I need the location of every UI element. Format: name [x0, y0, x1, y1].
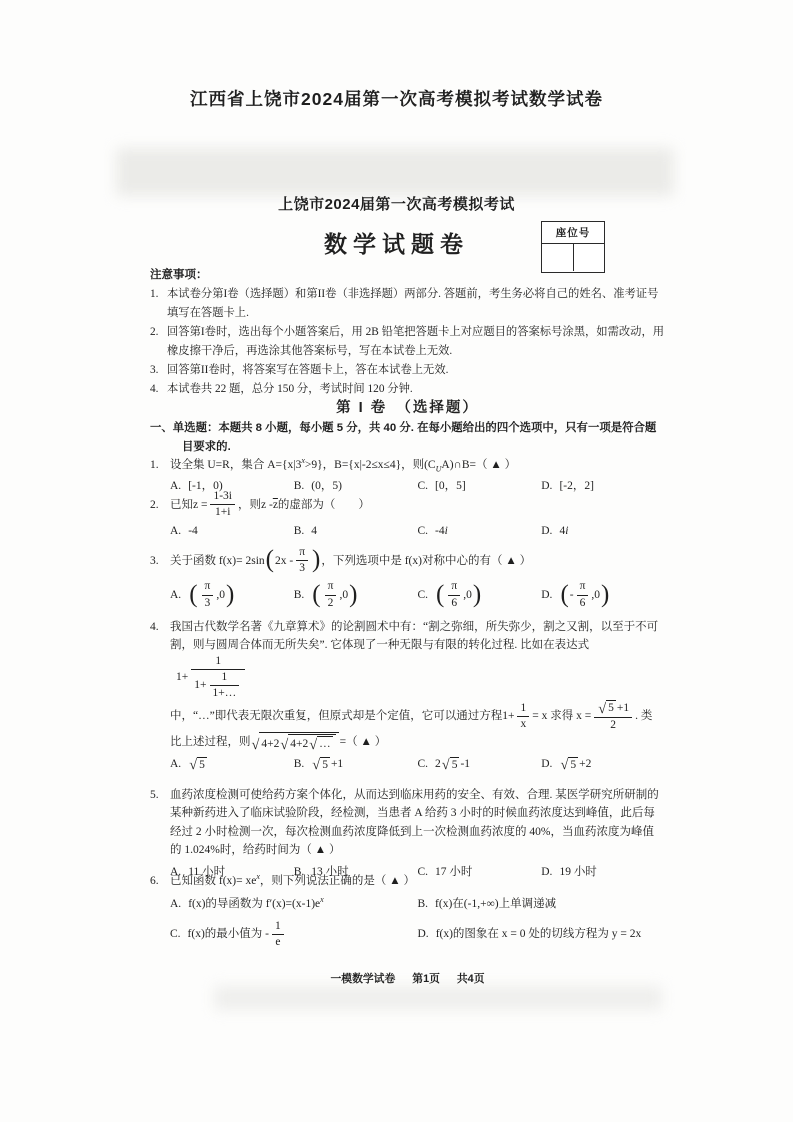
sqrt-radical [598, 700, 616, 716]
fraction-numerator: π [325, 580, 337, 595]
right-paren: ) [472, 580, 482, 608]
notice-item-text: 本试卷分第I卷（选择题）和第II卷（非选择题）两部分. 答题前，考生务必将自己的姓名、准考证号填写在答题卡上. [167, 288, 659, 320]
question-number: 2. [150, 498, 159, 511]
question-4-line-4 [150, 732, 665, 752]
option-text: [-1，0) [188, 480, 223, 493]
option-D [541, 580, 665, 609]
question-4-line-1 [150, 618, 665, 636]
notice-heading: 注意事项： [150, 269, 208, 281]
option-text: 11 小时 [188, 865, 226, 878]
part-1-heading [150, 419, 665, 457]
option-text: 17 小时 [435, 865, 473, 878]
option-label: C. [417, 588, 429, 601]
left-paren: ( [312, 580, 321, 608]
radical-symbol: √ [189, 756, 198, 773]
notice-item [150, 323, 665, 361]
fraction-numerator: π [448, 580, 460, 595]
option-A [170, 522, 294, 540]
option-text: 4 [559, 525, 566, 538]
notice-item-text: 回答第I卷时，选出每个小题答案后，用 2B 铅笔把答题卡上对应题目的答案标号涂黑，如需改动，用橡皮擦干净后，再选涂其他答案标号，写在本试卷上无效. [167, 326, 665, 358]
fraction [210, 671, 240, 700]
option-label: B. [293, 480, 305, 493]
stem-part: 割，则与圆周合体而无所失矣”. 它体现了一种无限与有限的转化过程. 比如在表达式 [170, 639, 590, 652]
right-paren: ) [349, 580, 358, 608]
radicand [288, 734, 335, 752]
option-D [541, 755, 665, 773]
left-paren: ( [189, 580, 198, 608]
option-text: [-2，2] [559, 480, 594, 493]
stem-part: 关于函数 f(x)= 2sin [170, 554, 265, 567]
fraction [448, 580, 460, 609]
z-conjugate: $\overline{z}$ [272, 498, 278, 511]
option-part: f(x)的最小值为 - [187, 928, 269, 941]
option-text [188, 895, 324, 913]
fraction-denominator: 1+i [215, 506, 231, 519]
radicand: 5 [608, 702, 614, 715]
fraction-numerator: 1 [272, 920, 284, 935]
option-A [170, 755, 294, 773]
question-4 [150, 618, 665, 774]
exponent: x [256, 872, 260, 882]
option-A [170, 580, 294, 609]
fraction [296, 546, 308, 575]
option-B [418, 895, 666, 913]
option-text: -1 [460, 758, 471, 771]
option-text: ,0 [591, 588, 601, 601]
option-label: B. [293, 758, 305, 771]
sqrt-radical [252, 732, 339, 752]
option-pre: 2 [435, 758, 441, 771]
radical-symbol: √ [251, 736, 260, 753]
option-label: A. [170, 525, 182, 538]
option-text: 4 [311, 525, 318, 538]
option-label: C. [417, 865, 429, 878]
notice-item-number: 4. [150, 383, 159, 396]
fraction-numerator: π [296, 546, 308, 561]
option-label: C. [417, 480, 429, 493]
notice-item [150, 285, 665, 323]
cf-lead: 1+ [176, 671, 189, 684]
fraction [517, 702, 529, 731]
question-4-line-2 [150, 636, 665, 700]
stem-part: 比上述过程，则 [170, 736, 251, 749]
notice-item-text: 回答第II卷时，将答案写在答题卡上，答在本试卷上无效. [167, 364, 449, 377]
fraction-denominator: 2 [610, 719, 616, 732]
option-D [418, 920, 666, 949]
option-text: +2 [579, 758, 592, 771]
fraction-numerator: 1 [210, 671, 240, 686]
paper-title: 数学试题卷 [324, 232, 469, 257]
seat-number-label: 座位号 [542, 222, 604, 244]
fraction [325, 580, 337, 609]
option-italic: i [565, 525, 569, 538]
option-italic: i [444, 525, 448, 538]
option-label: A. [170, 588, 182, 601]
stem-part: 2x - [274, 554, 294, 567]
option-label: D. [541, 588, 553, 601]
fraction-denominator: 3 [204, 596, 211, 609]
left-paren: ( [436, 580, 445, 608]
radical-symbol: √ [309, 736, 318, 753]
option-label: D. [541, 758, 553, 771]
question-4-line-3 [150, 700, 665, 732]
question-6-options-row-2 [150, 920, 665, 949]
stem-part: ，下列选项中是 f(x)对称中心的有（ ▲ ） [321, 554, 532, 567]
sqrt-radical [312, 757, 330, 773]
question-1-stem [150, 456, 665, 474]
question-number: 6. [150, 875, 159, 887]
notice-item [150, 361, 665, 380]
option-text: +1 [330, 758, 344, 771]
option-label: C. [417, 525, 429, 538]
radical-symbol: √ [280, 736, 289, 753]
continued-fraction [176, 655, 248, 701]
footer-doc-name: 一模数学试卷 [330, 973, 396, 985]
stem-part: 中，“…”即代表无限次重复，但原式却是个定值，它可以通过方程1+ [170, 710, 515, 723]
exponent: x [301, 456, 305, 466]
option-label: C. [417, 758, 429, 771]
radicand: 5 [570, 758, 577, 771]
page-footer [150, 971, 665, 986]
option-C [170, 920, 418, 949]
notice-item-number: 2. [150, 326, 159, 339]
radicand-part: 4+2 [290, 738, 309, 751]
stem-part: 已知z = [170, 498, 208, 511]
option-label: B. [293, 865, 305, 878]
stem-part: . 类 [635, 710, 653, 723]
option-label: D. [541, 865, 553, 878]
sqrt-radical [280, 734, 335, 752]
fraction-denominator: x [520, 717, 527, 730]
stem-part: ，则下列说法正确的是（ ▲ ） [259, 875, 416, 887]
exam-subtitle: 上饶市2024届第一次高考模拟考试 [278, 196, 515, 213]
question-5-stem [150, 786, 665, 860]
option-text: ,0 [216, 588, 225, 601]
left-paren: ( [560, 580, 569, 608]
radical-symbol: √ [441, 756, 450, 773]
option-sign: - [569, 588, 574, 601]
option-part: f(x)的导函数为 f′(x)=(x-1)e [188, 898, 321, 911]
option-text: -4 [435, 525, 445, 538]
option-text: ,0 [339, 588, 349, 601]
fraction [272, 920, 284, 949]
footer-page-number: 第1页 [412, 973, 440, 985]
fraction-numerator [594, 700, 632, 718]
radical-symbol: √ [312, 756, 321, 773]
option-C [418, 755, 542, 773]
question-number: 5. [150, 789, 159, 801]
fraction [191, 655, 245, 701]
fraction-denominator: e [275, 936, 281, 948]
option-text: 13 小时 [311, 865, 349, 878]
footer-page-total: 共4页 [456, 973, 485, 985]
sqrt-radical [442, 757, 460, 773]
notice-item-text: 本试卷共 22 题，总分 150 分，考试时间 120 分钟. [167, 383, 413, 396]
radical-symbol: √ [560, 756, 569, 773]
option-label: A. [170, 898, 182, 911]
question-3 [150, 546, 665, 610]
option-C [418, 522, 542, 540]
fraction [577, 580, 589, 609]
fraction [210, 490, 235, 519]
stem-text [170, 872, 415, 890]
sqrt-radical [189, 757, 207, 773]
radical-symbol: √ [598, 700, 607, 717]
question-number: 4. [150, 621, 159, 633]
question-2-stem [150, 490, 665, 519]
question-6-options-row-1 [150, 895, 665, 913]
fraction-denominator: 3 [299, 562, 305, 575]
fraction-denominator: 6 [451, 596, 458, 609]
fraction-numerator: π [577, 580, 589, 595]
right-paren: ) [225, 580, 235, 608]
option-label: D. [541, 480, 553, 493]
fraction-denominator: 2 [327, 596, 334, 609]
option-text: [0，5] [435, 480, 466, 493]
stem-part: =（ ▲ ） [339, 736, 387, 749]
fraction-numerator: 1 [191, 655, 245, 670]
option-label: D. [417, 928, 429, 941]
option-text: -4 [188, 525, 198, 538]
fraction-denominator [191, 670, 245, 700]
radicand: … [319, 738, 331, 751]
radicand: 5 [199, 758, 205, 771]
fraction-numerator: π [202, 580, 214, 595]
document-title: 江西省上饶市2024届第一次高考模拟考试数学试卷 [190, 89, 603, 109]
option-label: B. [417, 898, 429, 911]
right-paren: ) [312, 546, 321, 574]
notice-item-number: 3. [150, 364, 159, 377]
stem-part: ，则z - [238, 498, 273, 511]
option-label: A. [170, 758, 182, 771]
question-2 [150, 490, 665, 541]
stem-part: 我国古代数学名著《九章算术》的论割圆术中有：“割之弥细，所失弥少，割之又割，以至于不可 [170, 621, 659, 633]
option-C [418, 580, 542, 609]
section-1-heading: 第 I 卷 （选择题） [336, 400, 479, 416]
option-A [170, 895, 418, 913]
option-label: B. [293, 525, 305, 538]
radicand-part: 4+2 [261, 738, 280, 751]
fraction-numerator: 1 [517, 702, 529, 717]
question-2-options [150, 522, 665, 540]
exponent: x [320, 895, 324, 905]
option-B [294, 522, 418, 540]
option-text: (0，5) [311, 480, 342, 493]
option-D [541, 522, 665, 540]
stem-part: A)∩B=（ ▲ ） [441, 459, 517, 471]
stem-part: 已知函数 f(x)= xe [170, 875, 257, 887]
stem-text: 血药浓度检测可使给药方案个体化，从而达到临床用药的安全、有效、合理. 某医学研究所研制的某种新药进入了临床试验阶段，经检测，当患者 A 给药 3 小时的时候血药浓度达到峰值，此后每经过 2 小时检测一次，每次检测血药浓度降低到上一次检测血药浓度的 40%，当血药浓度为峰值的 1.024%时，给药时间为（ ▲ ） [170, 789, 659, 857]
radicand [259, 732, 338, 752]
question-number: 3. [150, 554, 159, 567]
option-label: A. [170, 865, 182, 878]
option-B [294, 755, 418, 773]
fraction-numerator: 1-3i [210, 490, 235, 505]
question-5 [150, 786, 665, 881]
option-text: f(x)在(-1,+∞)上单调递减 [435, 898, 557, 911]
question-6 [150, 872, 665, 949]
option-label: C. [170, 928, 181, 941]
fraction [594, 700, 632, 732]
question-number: 1. [150, 459, 159, 471]
radicand: 5 [451, 758, 458, 771]
question-6-stem [150, 872, 665, 890]
stem-text [170, 456, 516, 474]
option-text: ,0 [463, 588, 472, 601]
numerator-rest: +1 [616, 701, 630, 714]
right-paren: ) [601, 580, 610, 608]
stem-part: 设全集 U=R，集合 A={x|3 [170, 459, 302, 471]
option-text: f(x)的图象在 x = 0 处的切线方程为 y = 2x [435, 928, 642, 941]
fraction-denominator: 1+… [212, 687, 237, 700]
question-3-stem [150, 546, 665, 575]
sqrt-radical [309, 736, 332, 752]
scan-artifact-band [116, 148, 674, 196]
question-3-options [150, 580, 665, 609]
cf-part: 1+ [194, 679, 207, 692]
stem-part: 的虚部为（ ） [277, 498, 370, 511]
left-paren: ( [265, 546, 274, 574]
notice-section [150, 266, 665, 399]
scan-artifact-band-footer [214, 986, 662, 1010]
option-B [294, 580, 418, 609]
sqrt-radical [560, 757, 578, 773]
option-label: B. [293, 588, 305, 601]
stem-part: = x 求得 x = [532, 710, 592, 723]
option-text: 19 小时 [559, 865, 597, 878]
stem-part: >9}，B={x|-2≤x≤4}，则(C [304, 459, 436, 471]
radicand: 5 [322, 758, 328, 771]
option-label: D. [541, 525, 553, 538]
subscript: U [435, 464, 442, 474]
question-4-options [150, 755, 665, 773]
part-1-heading-text: 一、单选题：本题共 8 小题，每小题 5 分，共 40 分. 在每小题给出的四个选项中，只有一项是符合题目要求的. [150, 422, 657, 453]
option-label: A. [170, 480, 182, 493]
fraction-denominator: 6 [579, 596, 586, 609]
fraction [202, 580, 214, 609]
notice-item-number: 1. [150, 288, 159, 301]
